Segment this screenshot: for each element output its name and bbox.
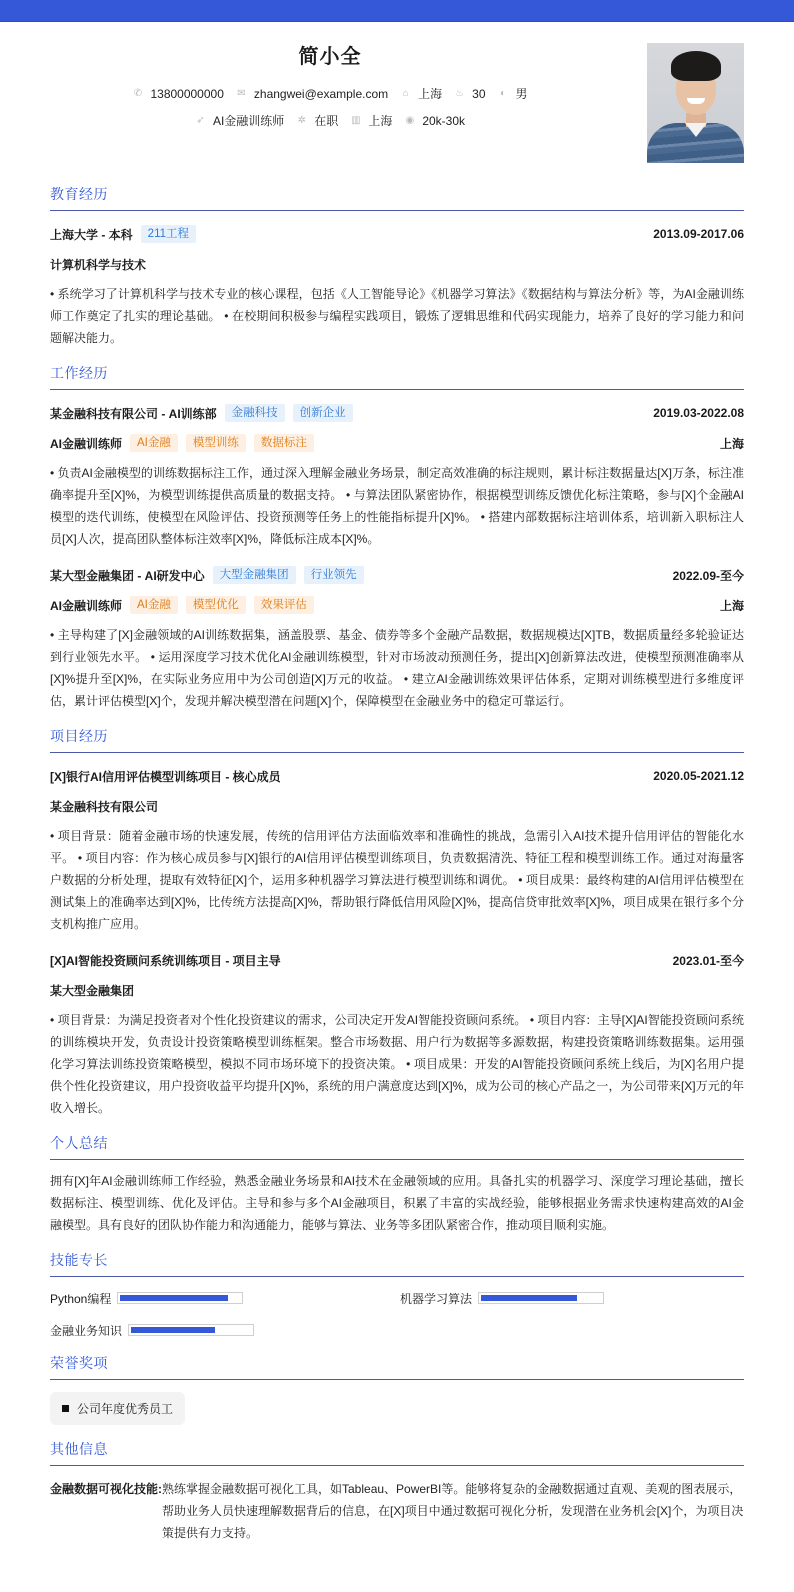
section-summary xyxy=(50,1133,744,1236)
education-date: 2013.09-2017.06 xyxy=(653,227,744,241)
section-projects xyxy=(50,726,744,1119)
role-tag: 模型训练 xyxy=(186,434,246,452)
skill-fill xyxy=(131,1327,215,1333)
top-accent-bar xyxy=(0,0,794,22)
skill-item xyxy=(400,1289,740,1307)
info-gender: ◐ 男 xyxy=(498,85,528,102)
work-description: • 负责AI金融模型的训练数据标注工作，通过深入理解金融业务场景，制定高效准确的标注规则，累计标注数据量达[X]万条，标注准确率提升至[X]%，为模型训练提供高质量的数据支持。 • 与算法团队紧密协作，根据模型训练反馈优化标注策略，参与[X]个金融AI模型的迭代训练，使模型在风险评估、投资预测等任务上的性能指标提升[X]%。 • 搭建内部数据标注培训体系，培训新入职标注人员[X]人次，提高团队整体标注效率[X]%，降低标注成本[X]%。 xyxy=(50,466,744,546)
info-row-2 xyxy=(0,112,660,129)
building-icon: ▥ xyxy=(351,115,361,126)
skill-bar xyxy=(117,1292,243,1304)
role-tag: 效果评估 xyxy=(254,596,314,614)
candidate-name: 简小全 xyxy=(298,46,362,68)
section-awards xyxy=(50,1353,744,1425)
work-date: 2019.03-2022.08 xyxy=(653,406,744,420)
gender-icon: ◐ xyxy=(499,88,507,99)
project-org: 某金融科技有限公司 xyxy=(50,799,159,814)
skill-label: 机器学习算法 xyxy=(400,1291,473,1306)
resume-header xyxy=(0,22,794,172)
major: 计算机科学与技术 xyxy=(50,257,147,272)
role-tag: AI金融 xyxy=(130,596,178,614)
skill-item xyxy=(50,1289,400,1307)
section-other xyxy=(50,1439,744,1544)
work-description: • 主导构建了[X]金融领域的AI训练数据集，涵盖股票、基金、债券等多个金融产品数据，数据规模达[X]TB，数据质量经多轮验证达到行业领先水平。 • 运用深度学习技术优化AI金融训练模型，针对市场波动预测任务，提出[X]创新算法改进，使模型预测准确率从[X]%提升至[X]%，在实际业务应用中为公司创造[X]万元的收益。 • 建立AI金融训练效果评估体系，定期对训练模型进行多维度评估，累计评估模型[X]个，发现并解决模型潜在问题[X]个，保障模型在金融业务中的稳定可靠运行。 xyxy=(50,628,744,708)
work-location: 上海 xyxy=(719,436,744,451)
skill-bar xyxy=(128,1324,254,1336)
info-phone: ✆ 13800000000 xyxy=(133,86,224,101)
info-email: ✉ zhangwei@example.com xyxy=(237,86,389,101)
award-item xyxy=(50,1392,185,1425)
award-label: 公司年度优秀员工 xyxy=(77,1402,174,1416)
school-name: 上海大学 - 本科 xyxy=(50,227,133,242)
section-skills xyxy=(50,1250,744,1339)
other-info-item xyxy=(50,1478,744,1544)
other-info-value: 熟练掌握金融数据可视化工具，如Tableau、PowerBI等。能够将复杂的金融数据通过直观、美观的图表展示，帮助业务人员快速理解数据背后的信息，在[X]项目中通过数据可视化分析，发现潜在业务机会[X]个，为项目决策提供有力支持。 xyxy=(162,1482,744,1540)
cake-icon: ♨ xyxy=(455,88,465,99)
project-description: • 项目背景：随着金融市场的快速发展，传统的信用评估方法面临效率和准确性的挑战，急需引入AI技术提升信用评估的智能化水平。 • 项目内容：作为核心成员参与[X]银行的AI信用评估模型训练项目，负责数据清洗、特征工程和模型训练工作。通过对海量客户数据的分析处理，提取有效特征[X]个，运用多种机器学习算法进行模型训练和调优。 • 项目成果：最终构建的AI信用评估模型在测试集上的准确率达到[X]%，比传统方法提高[X]%，帮助银行降低信用风险[X]%，提高信贷审批效率[X]%，项目成果在银行多个分支机构推广应用。 xyxy=(50,829,744,931)
role-tag: AI金融 xyxy=(130,434,178,452)
section-title: 个人总结 xyxy=(50,1133,744,1160)
section-title: 技能专长 xyxy=(50,1250,744,1277)
section-title: 教育经历 xyxy=(50,184,744,211)
work-entry xyxy=(50,402,744,550)
info-age: ♨ 30 xyxy=(455,86,486,101)
section-title: 荣誉奖项 xyxy=(50,1353,744,1380)
work-location: 上海 xyxy=(719,598,744,613)
project-date: 2020.05-2021.12 xyxy=(653,769,744,783)
section-work xyxy=(50,363,744,712)
home-icon: ⌂ xyxy=(402,88,409,99)
company-name: 某金融科技有限公司 - AI训练部 xyxy=(50,406,217,421)
education-entry xyxy=(50,223,744,349)
info-status: ✲ 在职 xyxy=(297,114,339,128)
info-row-1 xyxy=(0,85,660,102)
role-tag: 数据标注 xyxy=(254,434,314,452)
phone-icon: ✆ xyxy=(133,88,143,99)
project-description: • 项目背景：为满足投资者对个性化投资建议的需求，公司决定开发AI智能投资顾问系统。 • 项目内容：主导[X]AI智能投资顾问系统的训练模块开发，负责设计投资策略模型训练框架。整合市场数据、用户行为数据等多源数据，构建投资策略训练数据集。运用强化学习算法训练投资策略模型，模拟不同市场环境下的投资决策。 • 项目成果：开发的AI智能投资顾问系统上线后，为[X]名用户提供个性化投资建议，用户投资收益平均提升[X]%，系统的用户满意度达到[X]%，成为公司的核心产品之一，为公司带来[X]万元的年收入增长。 xyxy=(50,1013,744,1115)
project-entry xyxy=(50,949,744,1119)
project-name: [X]AI智能投资顾问系统训练项目 - 项目主导 xyxy=(50,953,281,968)
info-target-role: ➶ AI金融训练师 xyxy=(196,114,285,128)
section-education xyxy=(50,184,744,349)
mail-icon: ✉ xyxy=(237,88,246,99)
section-title: 工作经历 xyxy=(50,363,744,390)
info-target-city: ▥ 上海 xyxy=(351,114,393,128)
skill-fill xyxy=(120,1295,228,1301)
school-tag: 211工程 xyxy=(141,225,196,243)
other-info-label: 金融数据可视化技能: xyxy=(50,1482,162,1496)
square-bullet-icon xyxy=(62,1405,69,1412)
skill-item xyxy=(50,1321,400,1339)
skill-fill xyxy=(481,1295,577,1301)
company-tag: 大型金融集团 xyxy=(213,566,296,584)
profile-photo xyxy=(647,43,744,163)
send-icon: ➶ xyxy=(196,115,205,126)
section-title: 项目经历 xyxy=(50,726,744,753)
resume-body xyxy=(0,184,794,1544)
header-info xyxy=(0,40,660,129)
company-name: 某大型金融集团 - AI研发中心 xyxy=(50,568,205,583)
summary-text: 拥有[X]年AI金融训练师工作经验，熟悉金融业务场景和AI技术在金融领域的应用。具备扎实的机器学习、深度学习理论基础，擅长数据标注、模型训练、优化及评估。主导和参与多个AI金融项目，积累了丰富的实战经验，能够根据业务需求快速构建高效的AI金融模型。具有良好的团队协作能力和沟通能力，能够与算法、业务等多团队紧密合作，推动项目顺利实施。 xyxy=(50,1174,744,1232)
project-name: [X]银行AI信用评估模型训练项目 - 核心成员 xyxy=(50,769,281,784)
skill-bar xyxy=(478,1292,604,1304)
education-description: • 系统学习了计算机科学与技术专业的核心课程，包括《人工智能导论》《机器学习算法》《数据结构与算法分析》等，为AI金融训练师工作奠定了扎实的理论基础。 • 在校期间积极参与编程实践项目，锻炼了逻辑思维和代码实现能力，培养了良好的学习能力和问题解决能力。 xyxy=(50,287,744,345)
role-tag: 模型优化 xyxy=(186,596,246,614)
company-tag: 创新企业 xyxy=(293,404,353,422)
job-role: AI金融训练师 xyxy=(50,598,123,613)
skill-label: Python编程 xyxy=(50,1291,112,1306)
status-icon: ✲ xyxy=(297,115,306,126)
work-date: 2022.09-至今 xyxy=(672,568,744,583)
work-entry xyxy=(50,564,744,712)
project-org: 某大型金融集团 xyxy=(50,983,135,998)
salary-icon: ◉ xyxy=(405,115,415,126)
company-tag: 行业领先 xyxy=(304,566,364,584)
skills-grid xyxy=(50,1289,744,1339)
project-date: 2023.01-至今 xyxy=(672,953,744,968)
skill-label: 金融业务知识 xyxy=(50,1323,123,1338)
section-title: 其他信息 xyxy=(50,1439,744,1466)
info-location: ⌂ 上海 xyxy=(400,85,442,102)
company-tag: 金融科技 xyxy=(225,404,285,422)
info-salary: ◉ 20k-30k xyxy=(405,113,466,128)
project-entry xyxy=(50,765,744,935)
job-role: AI金融训练师 xyxy=(50,436,123,451)
